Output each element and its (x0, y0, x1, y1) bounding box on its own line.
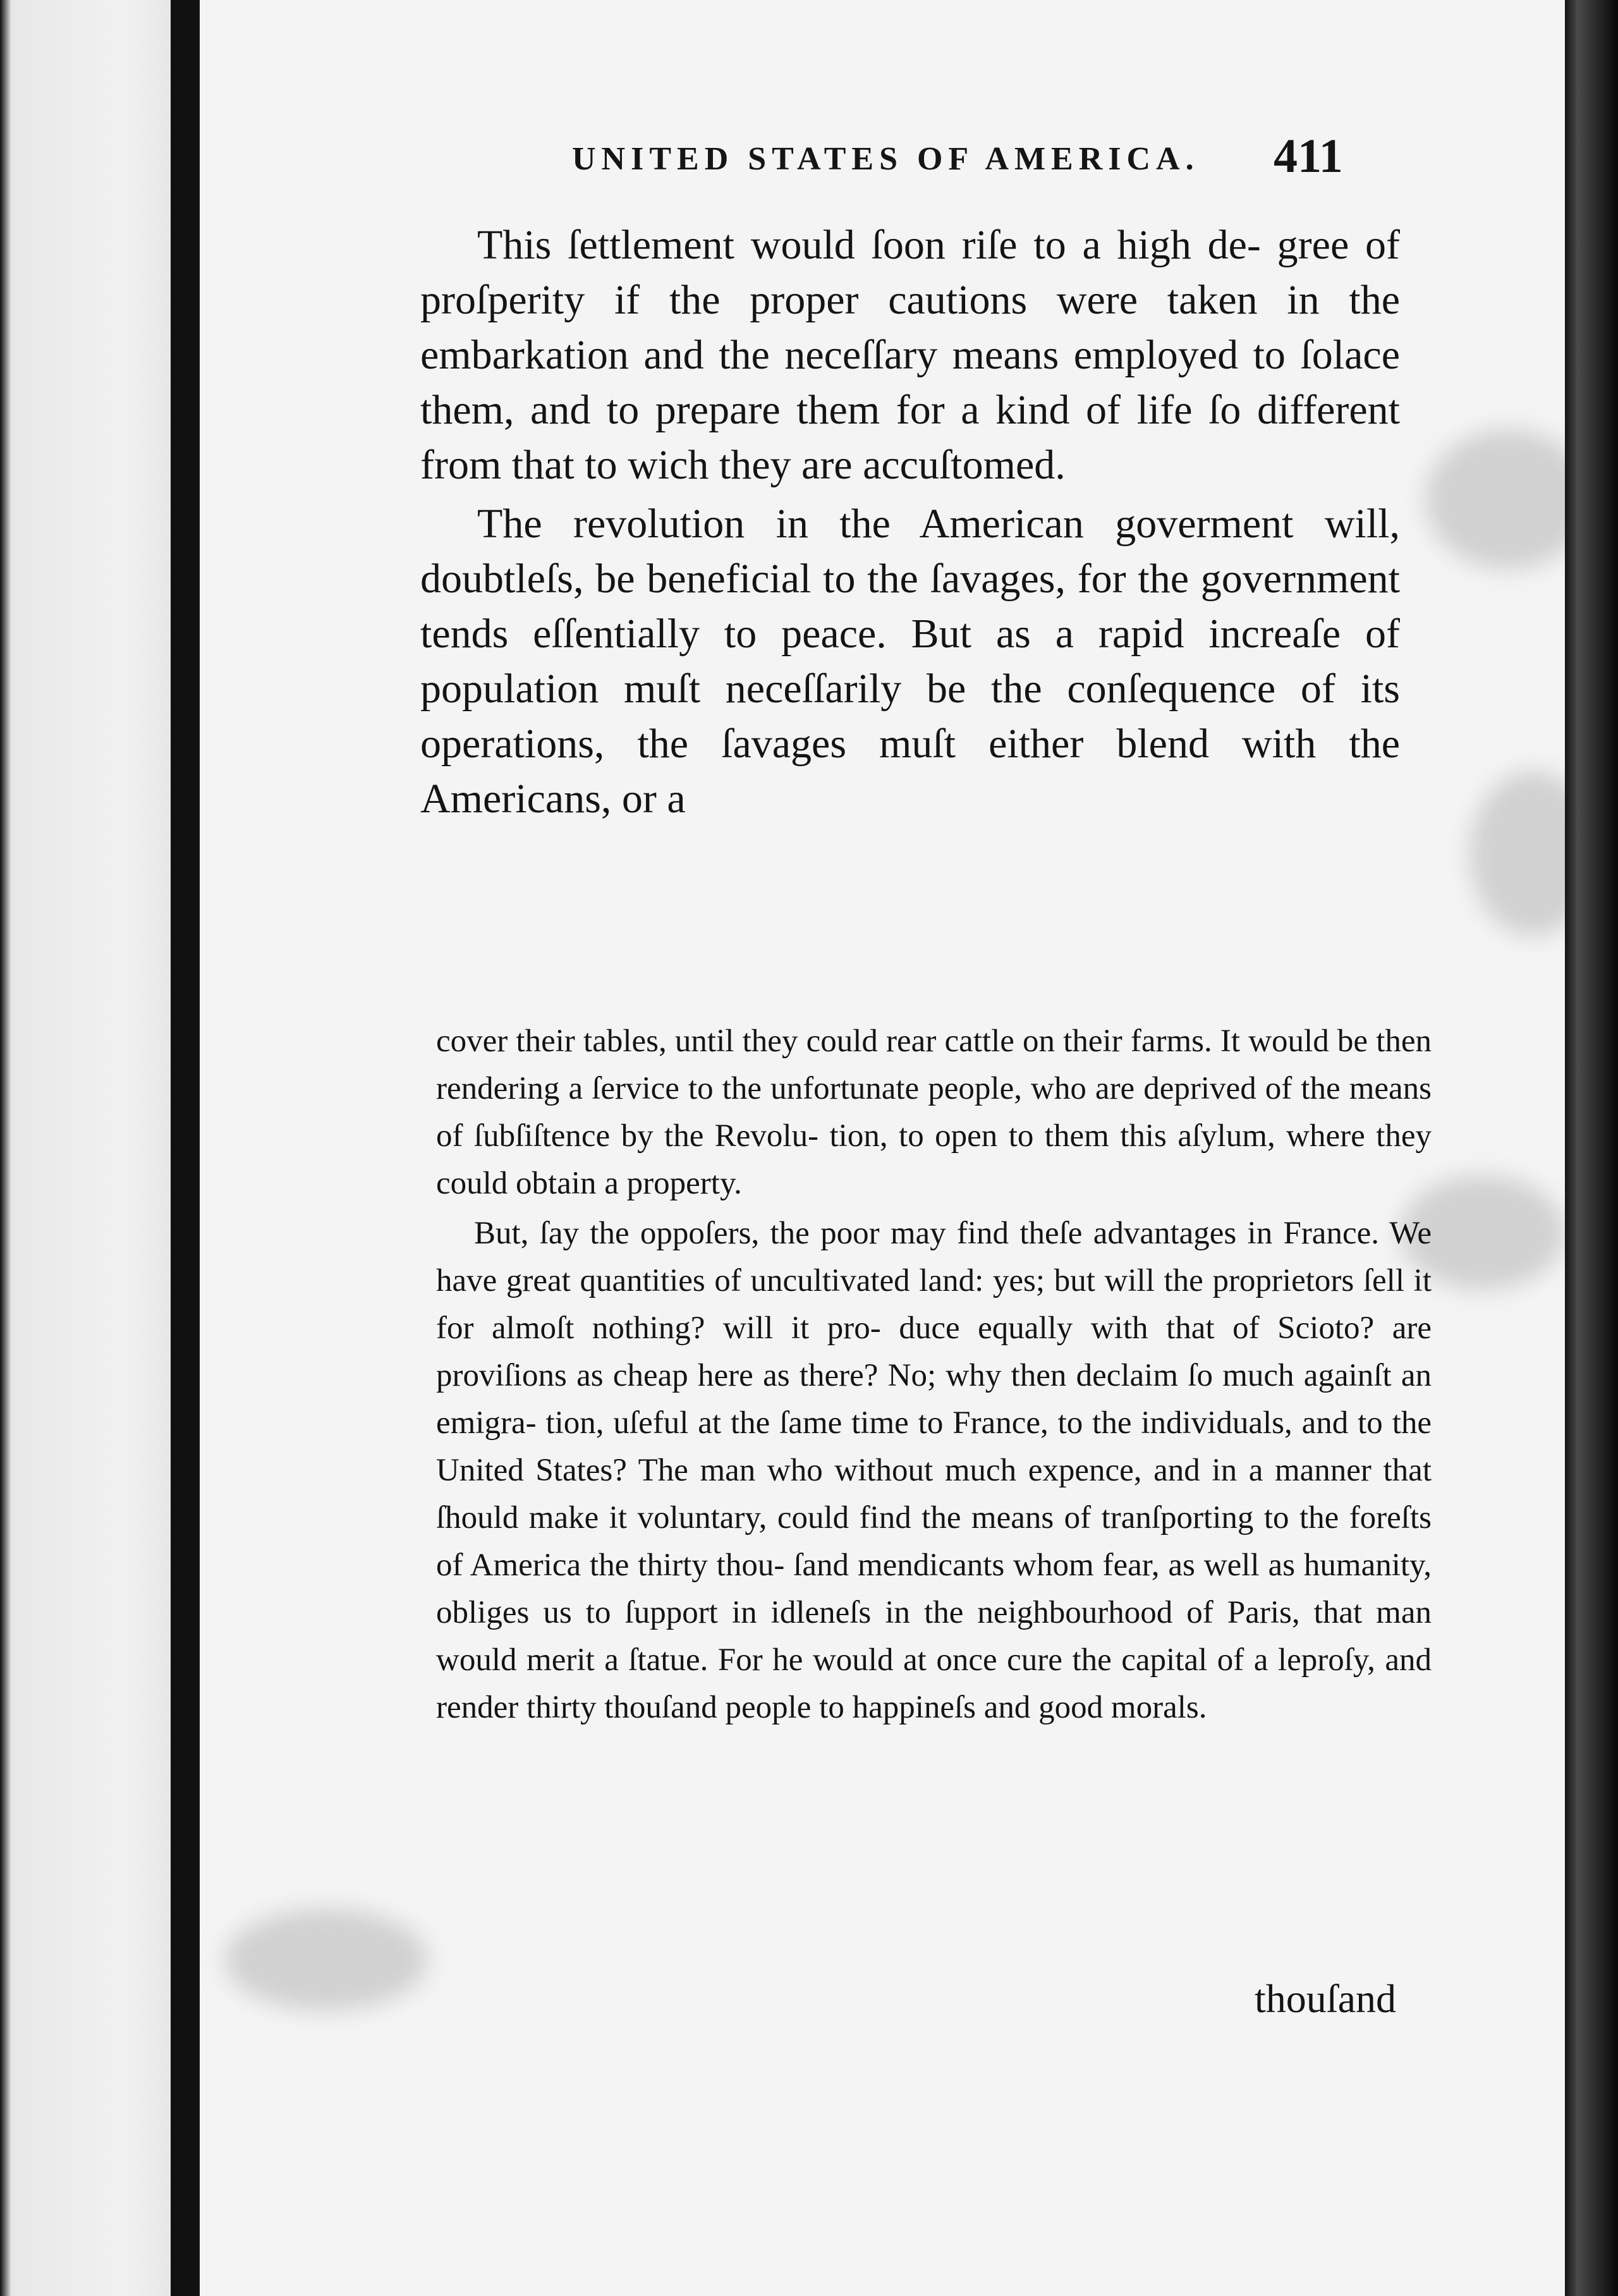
page-edge-right (1565, 0, 1618, 2296)
paragraph-settlement: This ſettlement would ſoon riſe to a high de- gree of proſperity if the proper cautions were taken in the embarkation and the neceſſary means employed to ſolace them, and to prepare them for a kind of life ſo different from that to wich they are accuſtomed. (420, 222, 1400, 488)
book-gutter (171, 0, 200, 2296)
footnote (436, 1018, 1432, 1734)
paragraph-revolution: The revolution in the American goverment will, doubtleſs, be beneficial to the ſavages, for the government tends eſſentially to peace. But as a rapid increaſe of population muſt neceſſarily be the conſequence of its operations, the ſavages muſt either blend with the Americans, or a (420, 501, 1400, 822)
running-head: UNITED STATES OF AMERICA. (572, 141, 1200, 177)
page-number: 411 (1274, 130, 1343, 183)
footnote-paragraph: But, ſay the oppoſers, the poor may find theſe advantages in France. We have great quantities of uncultivated land: yes; but will the proprietors ſell it for almoſt nothing? will it pro- duce equally with that of Scioto? are proviſions as cheap here as there? No; why then declaim ſo much againſt an emigra- tion, uſeful at the ſame time to France, to the individuals, and to the United States? The man who without much expence, and in a manner that ſhould make it voluntary, could find the means of tranſporting to the foreſts of America the thirty thou- ſand mendicants whom fear, as well as humanity, obliges us to ſupport in idleneſs in the neighbourhood of Paris, that man would merit a ſtatue. For he would at once cure the capital of a leproſy, and render thirty thouſand people to happineſs and good morals. (436, 1216, 1432, 1725)
catchword: thouſand (1255, 1976, 1396, 2021)
main-text (420, 217, 1400, 830)
footnote-paragraph: cover their tables, until they could rear cattle on their farms. It would be then rendering a ſervice to the unfortunate people, who are deprived of the means of ſubſiſtence by the Revolu- tion, to open to them this aſylum, where they could obtain a property. (436, 1023, 1432, 1201)
